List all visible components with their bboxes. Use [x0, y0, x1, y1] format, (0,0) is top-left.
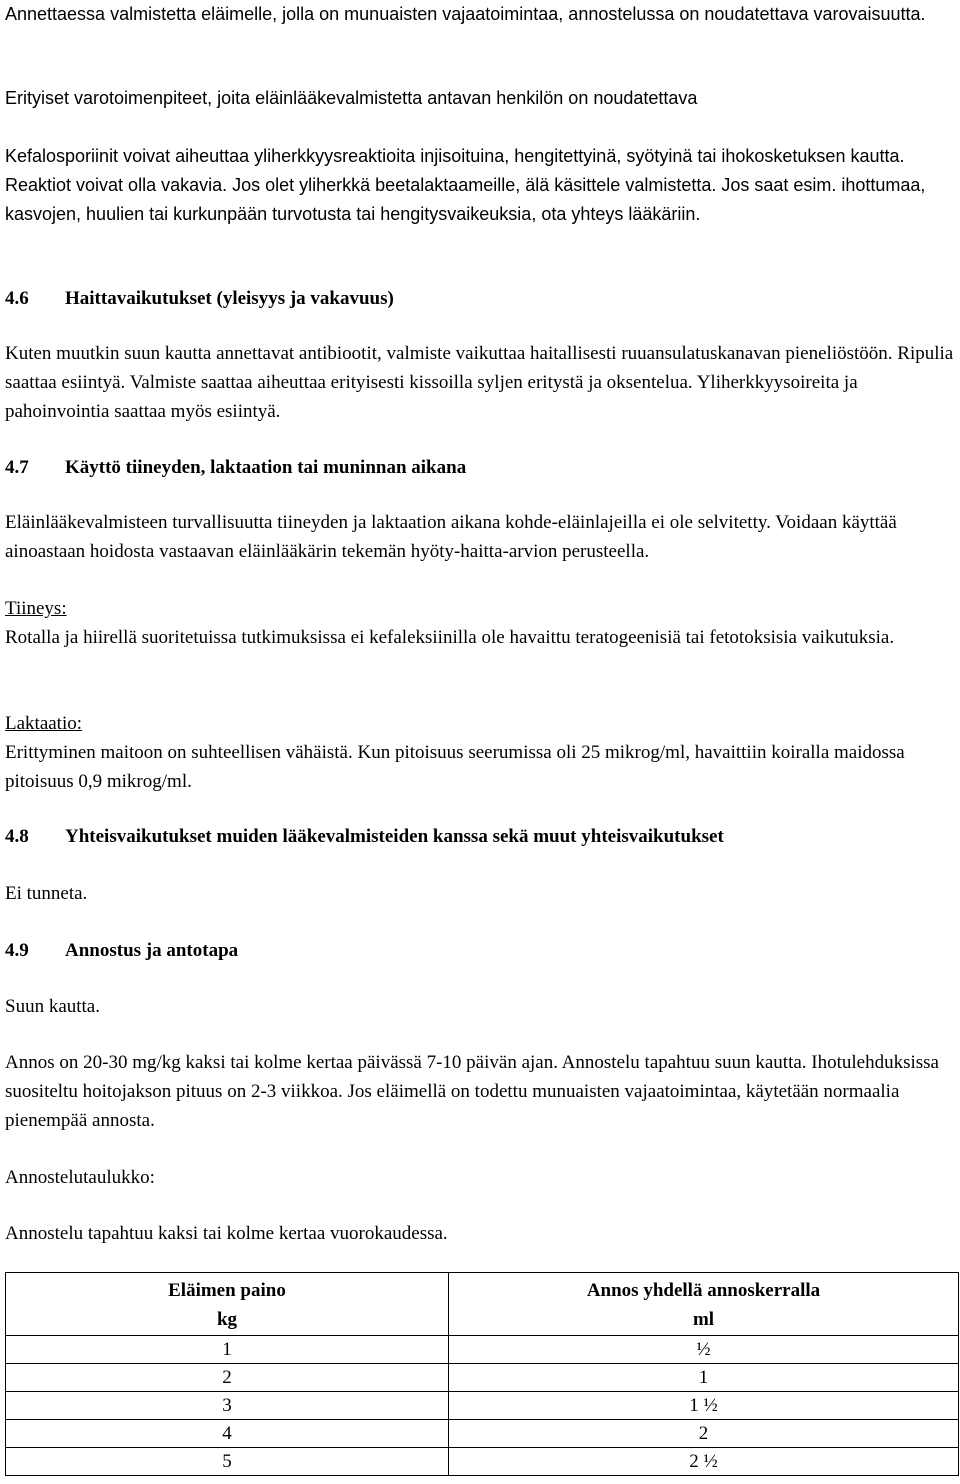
- section-number: 4.9: [5, 940, 29, 961]
- table-row: [6, 1392, 959, 1420]
- table-row: [6, 1448, 959, 1476]
- section-4-8-text: Ei tunneta.: [5, 883, 88, 904]
- dosing-frequency-text: Annostelu tapahtuu kaksi tai kolme kertaa vuorokaudessa.: [5, 1223, 448, 1244]
- lactation-block: [5, 709, 955, 796]
- pregnancy-label: Tiineys:: [5, 598, 67, 619]
- section-number: 4.7: [5, 457, 29, 478]
- table-row: [6, 1420, 959, 1448]
- section-4-6-text: Kuten muutkin suun kautta annettavat antibiootit, valmiste vaikuttaa haitallisesti ruuansulatuskanavan pieneliöstöön. Ripulia saattaa esiintyä. Valmiste saattaa aiheuttaa erityisesti kissoilla syljen eritystä ja oksentelua. Yliherkkyysoireita ja pahoinvointia saattaa myös esiintyä.: [5, 343, 954, 422]
- pregnancy-text: Rotalla ja hiirellä suoritetuissa tutkimuksissa ei kefaleksiinilla ole havaittu teratogeenisiä tai fetotoksisia vaikutuksia.: [5, 627, 895, 648]
- special-precautions-heading: Erityiset varotoimenpiteet, joita eläinlääkevalmistetta antavan henkilön on noudatettava: [5, 88, 698, 108]
- dose-header-label: Annos yhdellä annoskerralla: [586, 1280, 821, 1301]
- table-header-row: [6, 1273, 959, 1336]
- weight-cell: 2: [6, 1364, 449, 1392]
- table-row: [6, 1336, 959, 1364]
- intro-paragraph: Annettaessa valmistetta eläimelle, jolla on munuaisten vajaatoimintaa, annostelussa on noudatettava varovaisuutta.: [5, 4, 926, 24]
- dose-table-label: Annostelutaulukko:: [5, 1167, 155, 1188]
- dosage-text: Annos on 20-30 mg/kg kaksi tai kolme kertaa päivässä 7-10 päivän ajan. Annostelu tapahtuu suun kautta. Ihotulehduksissa suositeltu hoitojakson pituus on 2-3 viikkoa. Jos eläimellä on todettu munuaisten vajaatoimintaa, käytetään normaalia pienempää annosta.: [5, 1052, 939, 1131]
- section-title: Haittavaikutukset (yleisyys ja vakavuus): [65, 288, 394, 309]
- section-4-6-heading: [5, 284, 955, 313]
- pregnancy-block: [5, 594, 955, 652]
- section-title: Annostus ja antotapa: [65, 940, 239, 961]
- dose-cell: ½: [449, 1336, 959, 1364]
- section-number: 4.6: [5, 288, 29, 309]
- section-title: Yhteisvaikutukset muiden lääkevalmisteiden kanssa sekä muut yhteisvaikutukset: [65, 826, 724, 847]
- special-precautions-text: Kefalosporiinit voivat aiheuttaa yliherkkyysreaktioita injisoituina, hengitettyinä, syötyinä tai ihokosketuksen kautta. Reaktiot voivat olla vakavia. Jos olet yliherkkä beetalaktaameille, älä käsittele valmistetta. Jos saat esim. ihottumaa, kasvojen, huulien tai kurkunpään turvotusta tai hengitysvaikeuksia, ota yhteys lääkäriin.: [5, 146, 926, 224]
- dose-cell: 2 ½: [449, 1448, 959, 1476]
- weight-header-unit: kg: [216, 1309, 238, 1330]
- dose-table: [5, 1272, 959, 1476]
- weight-cell: 4: [6, 1420, 449, 1448]
- dose-header: [449, 1273, 959, 1336]
- weight-cell: 1: [6, 1336, 449, 1364]
- dose-header-unit: ml: [692, 1309, 715, 1330]
- lactation-label: Laktaatio:: [5, 713, 83, 734]
- weight-cell: 5: [6, 1448, 449, 1476]
- dose-cell: 1: [449, 1364, 959, 1392]
- section-number: 4.8: [5, 826, 29, 847]
- dose-cell: 1 ½: [449, 1392, 959, 1420]
- weight-header-label: Eläimen paino: [168, 1280, 286, 1301]
- section-title: Käyttö tiineyden, laktaation tai muninnan aikana: [65, 457, 467, 478]
- lactation-text: Erittyminen maitoon on suhteellisen vähäistä. Kun pitoisuus seerumissa oli 25 mikrog/ml, havaittiin koiralla maidossa pitoisuus 0,9 mikrog/ml.: [5, 742, 905, 792]
- section-4-9-heading: [5, 936, 955, 965]
- route-text: Suun kautta.: [5, 996, 100, 1017]
- section-4-7-text: Eläinlääkevalmisteen turvallisuutta tiineyden ja laktaation aikana kohde-eläinlajeilla ei ole selvitetty. Voidaan käyttää ainoastaan hoidosta vastaavan eläinlääkärin tekemän hyöty-haitta-arvion perusteella.: [5, 512, 897, 562]
- dose-cell: 2: [449, 1420, 959, 1448]
- table-row: [6, 1364, 959, 1392]
- section-4-8-heading: [5, 822, 955, 851]
- weight-header: [6, 1273, 449, 1336]
- section-4-7-heading: [5, 453, 955, 482]
- weight-cell: 3: [6, 1392, 449, 1420]
